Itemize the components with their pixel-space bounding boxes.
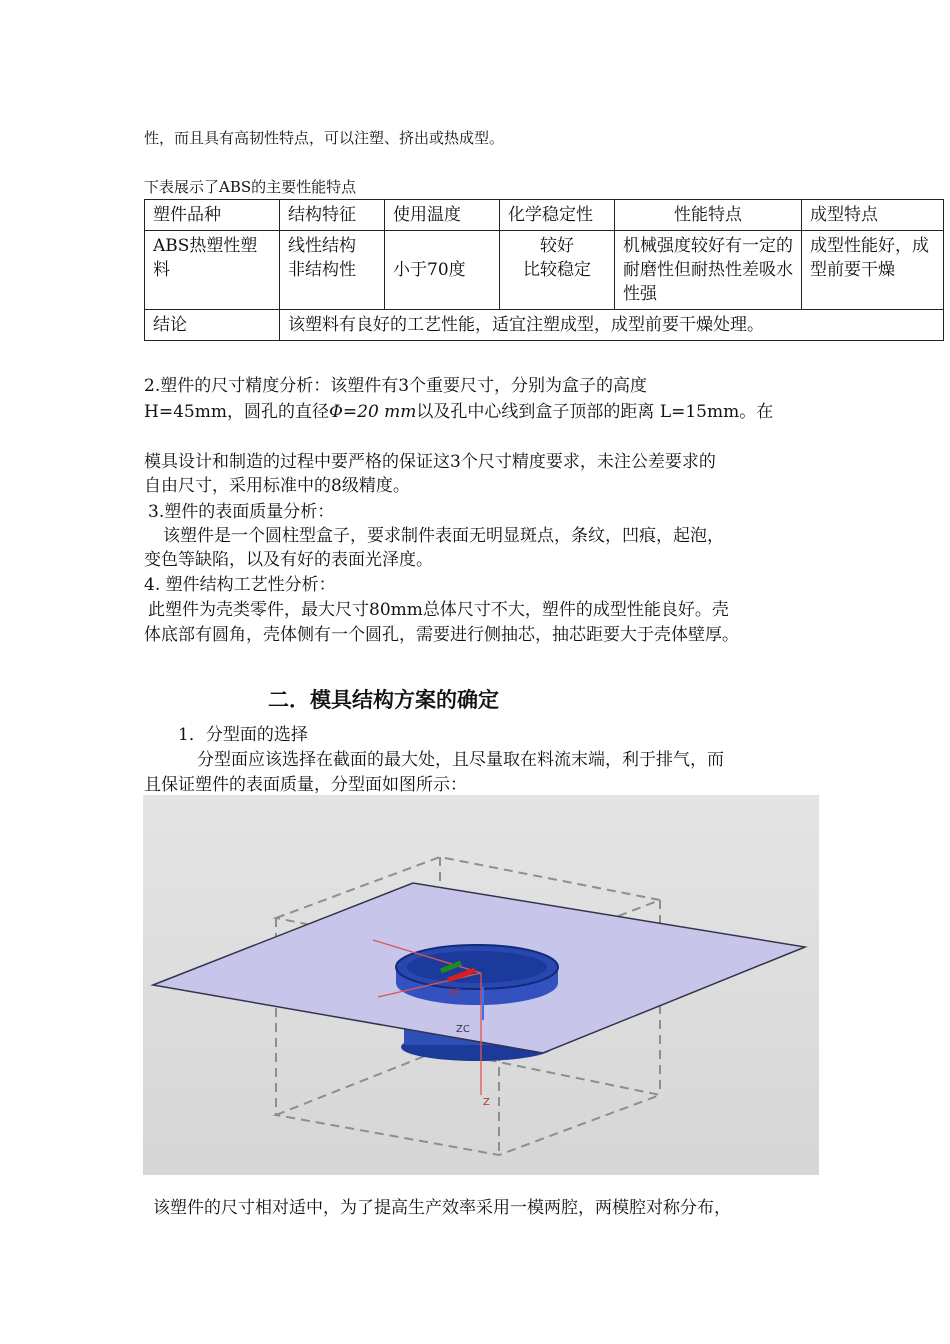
phi-formula: Φ=20 mm	[328, 402, 417, 422]
section2-line	[144, 400, 773, 424]
table-header-row	[145, 200, 944, 231]
section3-line: 该塑件是一个圆柱型盒子，要求制件表面无明显斑点，条纹，凹痕，起泡，	[163, 526, 724, 546]
section2-text: 以及孔中心线到盒子顶部的距离 L=15mm。在	[416, 402, 774, 422]
parting-surface-diagram	[143, 795, 819, 1175]
table-cell-structure	[280, 231, 385, 310]
structure-line: 非结构性	[288, 260, 356, 280]
abs-property-table	[144, 199, 944, 341]
chapter-heading: 二．模具结构方案的确定	[268, 688, 499, 712]
structure-line: 线性结构	[288, 236, 356, 256]
chem-line: 较好	[540, 236, 574, 256]
xc-label: XC	[448, 987, 462, 998]
table-header: 结构特征	[280, 200, 385, 231]
section4-line: 体底部有圆角，壳体侧有一个圆孔，需要进行侧抽芯，抽芯距要大于壳体壁厚。	[144, 625, 739, 645]
table-cell-variety: ABS热塑性塑料	[145, 231, 280, 310]
table-cell-performance: 机械强度较好有一定的耐磨性但耐热性差吸水性强	[615, 231, 802, 310]
table-cell-chemical	[500, 231, 615, 310]
section3-title: 3.塑件的表面质量分析：	[148, 502, 335, 522]
section2-line: 自由尺寸，采用标准中的8级精度。	[144, 476, 410, 496]
section2-line: 2.塑件的尺寸精度分析：该塑件有3个重要尺寸，分别为盒子的高度	[144, 376, 648, 396]
table-header: 性能特点	[615, 200, 802, 231]
table-row	[145, 231, 944, 310]
zc-label: ZC	[456, 1024, 470, 1035]
table-header: 化学稳定性	[500, 200, 615, 231]
section2-line: 模具设计和制造的过程中要严格的保证这3个尺寸精度要求，未注公差要求的	[144, 452, 716, 472]
conclusion-text: 该塑料有良好的工艺性能，适宜注塑成型，成型前要干燥处理。	[280, 310, 944, 341]
section2-text: H=45mm，圆孔的直径	[144, 402, 329, 422]
table-caption: 下表展示了ABS的主要性能特点	[144, 178, 357, 196]
table-header: 塑件品种	[145, 200, 280, 231]
table-cell-temperature: 小于70度	[385, 231, 500, 310]
section4-line: 此塑件为壳类零件，最大尺寸80mm总体尺寸不大，塑件的成型性能良好。壳	[148, 600, 729, 620]
table-header: 成型特点	[802, 200, 944, 231]
part-cavity	[407, 951, 547, 983]
section3-line: 变色等缺陷，以及有好的表面光泽度。	[144, 550, 433, 570]
z-label: Z	[483, 1097, 490, 1108]
table-row	[145, 310, 944, 341]
conclusion-label: 结论	[145, 310, 280, 341]
table-header: 使用温度	[385, 200, 500, 231]
chem-line: 比较稳定	[523, 260, 591, 280]
subsection-line: 且保证塑件的表面质量，分型面如图所示：	[144, 775, 467, 795]
bounding-box-bottom	[276, 1050, 660, 1155]
section4-title: 4. 塑件结构工艺性分析：	[144, 575, 336, 595]
subsection-line: 分型面应该选择在截面的最大处，且尽量取在料流末端，利于排气，而	[197, 750, 724, 770]
intro-tail-text: 性，而且具有高韧性特点，可以注塑、挤出或热成型。	[144, 129, 505, 147]
parting-surface-figure	[143, 795, 819, 1175]
table-cell-molding: 成型性能好，成型前要干燥	[802, 231, 944, 310]
subsection-title: 1．分型面的选择	[178, 725, 308, 745]
closing-line: 该塑件的尺寸相对适中，为了提高生产效率采用一模两腔，两模腔对称分布，	[153, 1198, 731, 1218]
